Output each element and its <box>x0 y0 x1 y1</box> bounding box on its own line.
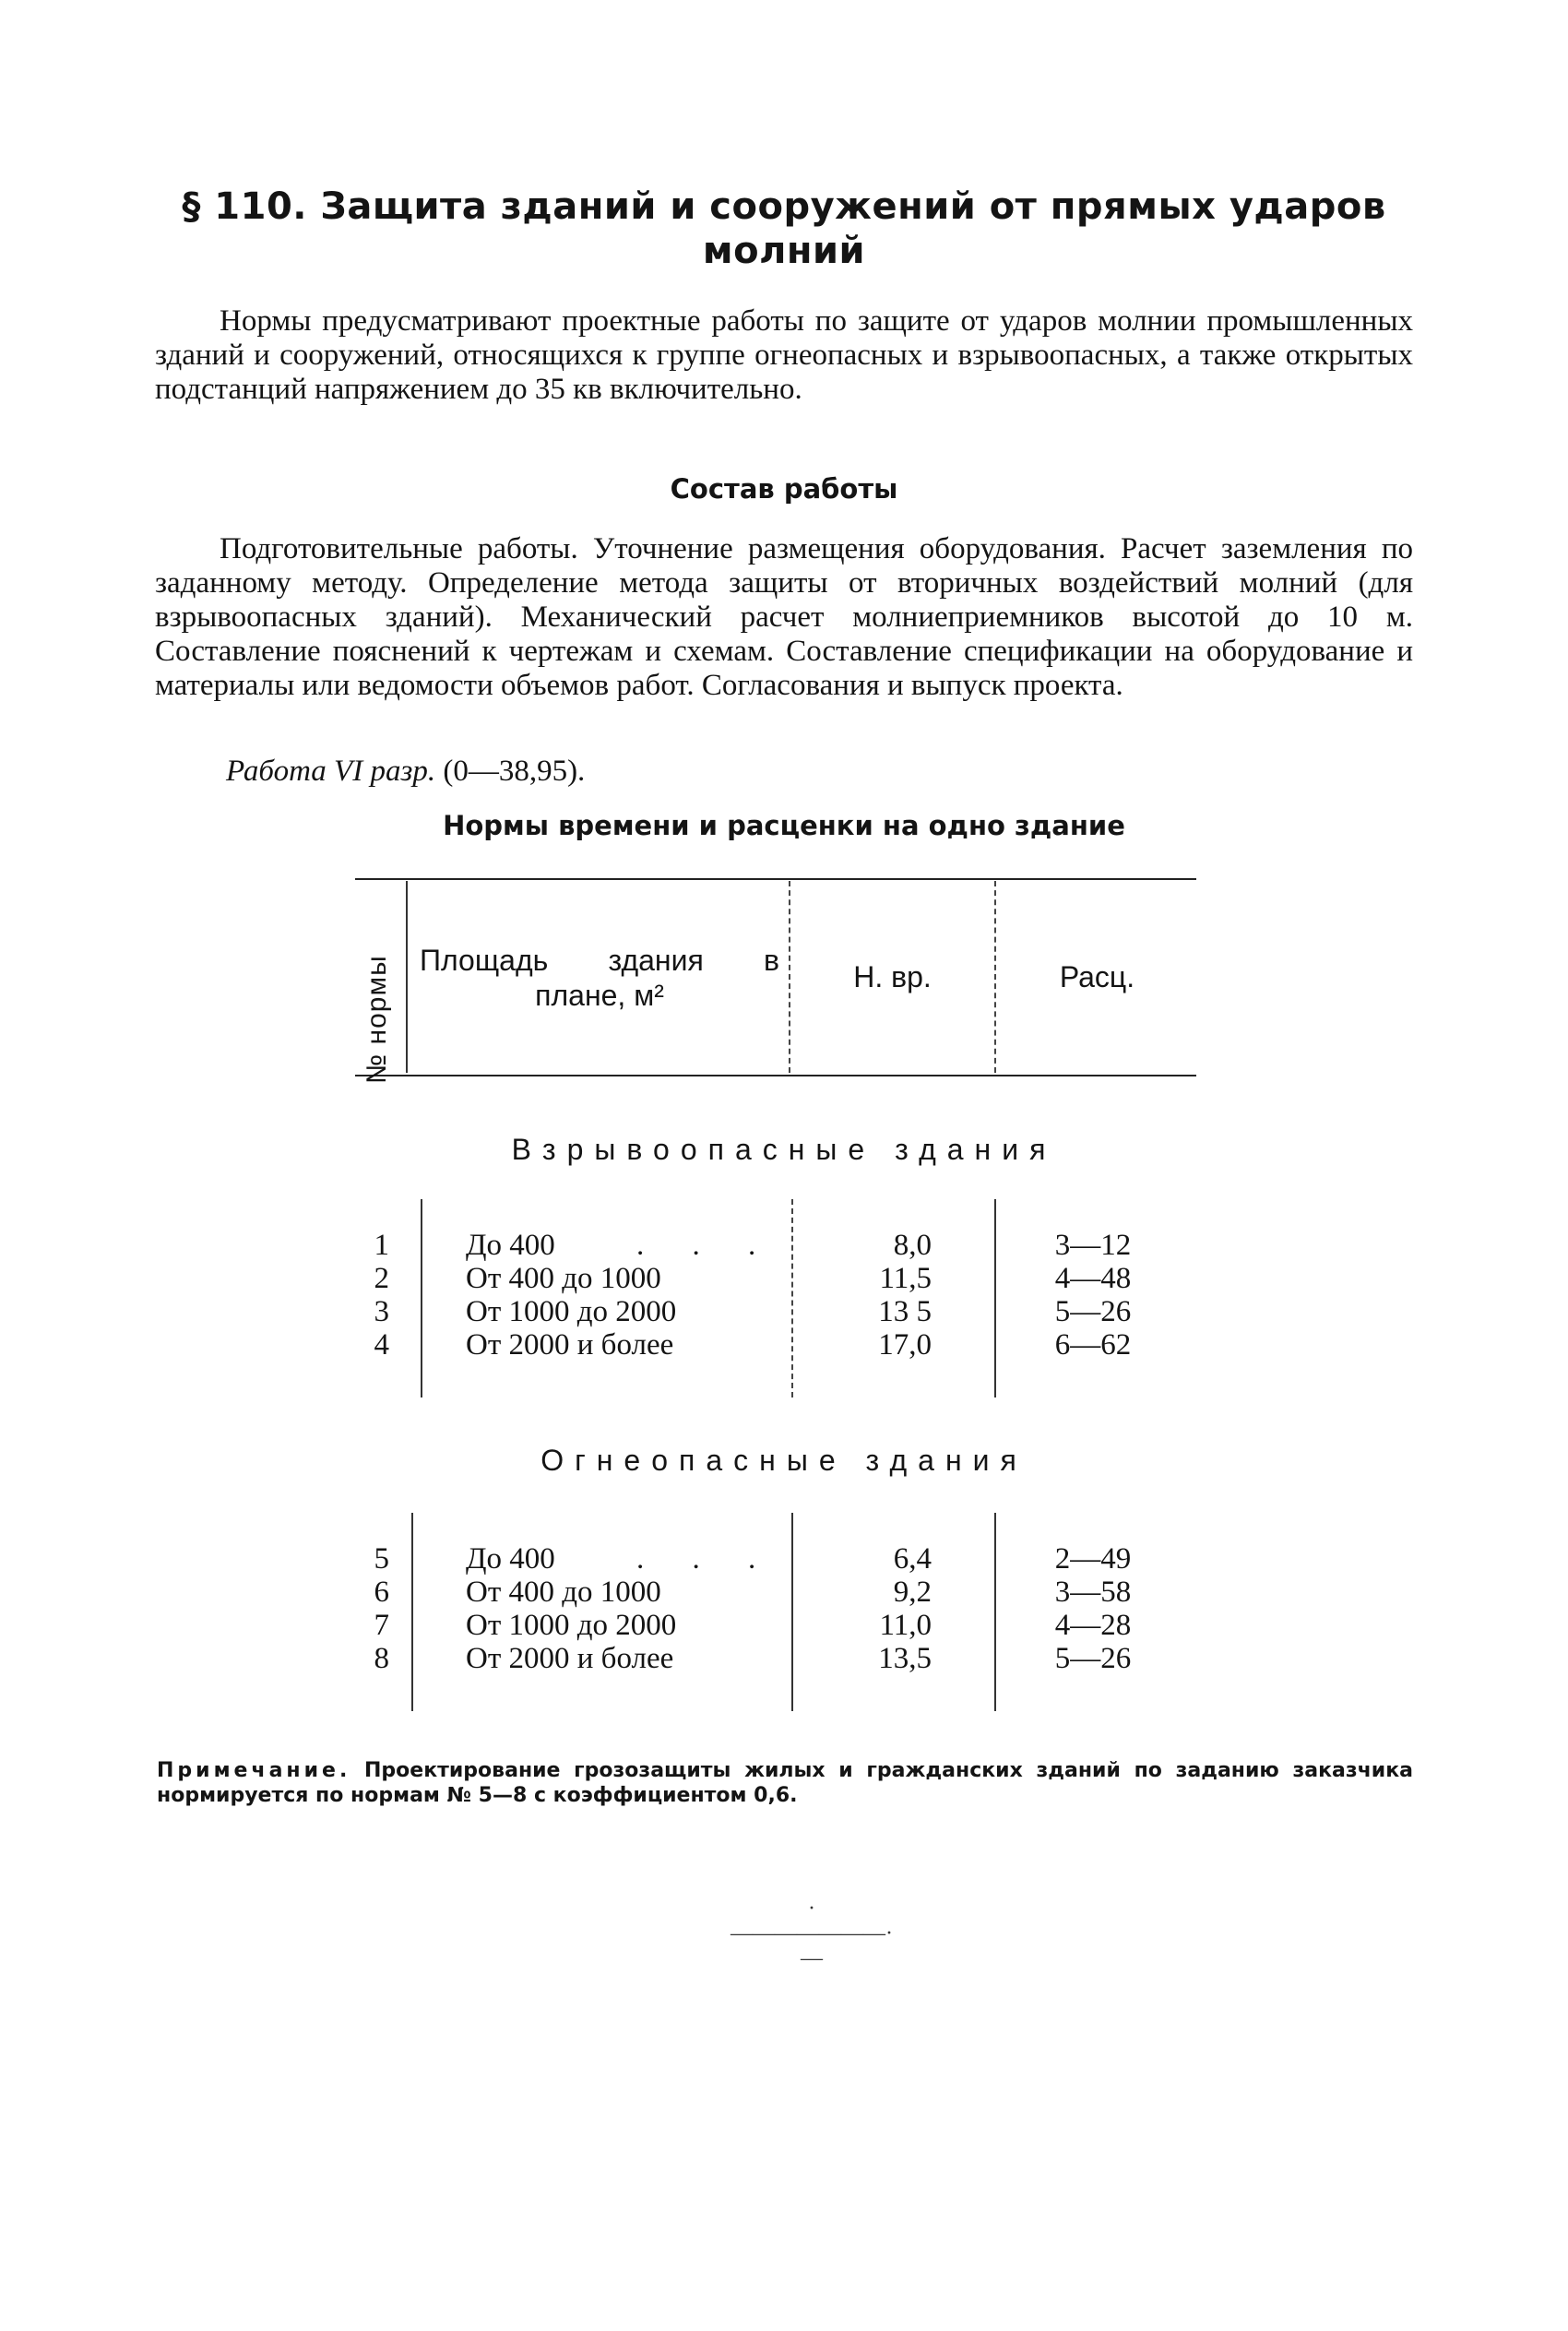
section-title-line1: § 110. Защита зданий и сооружений от прямых ударов <box>182 185 1386 228</box>
row-rate: 4—28 <box>1054 1609 1132 1642</box>
row-num: 8 <box>374 1642 389 1675</box>
header-divider-1 <box>406 881 408 1073</box>
work-paragraph: Подготовительные работы. Уточнение размещения оборудования. Расчет заземления по заданному методу. Определение метода защиты от вторичных воздействий молний (для взрывоопасных зданий). Механический расчет молниеприемников высотой до 10 м. Составление пояснений к чертежам и схемам. Составление спецификации на оборудование и материалы или ведомости объемов работ. Согласования и выпуск проекта. <box>155 532 1413 702</box>
row-area: От 2000 и более <box>466 1328 674 1362</box>
row-time: 11,5 <box>879 1262 932 1295</box>
header-area <box>420 943 779 1013</box>
row-time: 17,0 <box>878 1328 932 1362</box>
note-text: Проектирование грозозащиты жилых и гражданских зданий по заданию заказчика нормируется по нормам № 5—8 с коэффициентом 0,6. <box>157 1759 1413 1807</box>
work-heading: Состав работы <box>670 473 898 505</box>
row-rate: 2—49 <box>1054 1542 1132 1576</box>
row-num: 2 <box>374 1262 389 1295</box>
table-top-rule <box>355 878 1196 880</box>
table-header-rule <box>355 1075 1196 1076</box>
work-grade-label: Работа VI разр. <box>226 755 436 788</box>
row-num: 6 <box>374 1576 389 1609</box>
row-rate: 6—62 <box>1054 1328 1132 1362</box>
row-num: 7 <box>374 1609 389 1642</box>
header-rate: Расц. <box>1059 960 1135 993</box>
group-title-fire: Огнеопасные здания <box>540 1444 1028 1477</box>
row-area: От 1000 до 2000 <box>466 1295 677 1328</box>
g2-divider-3 <box>994 1513 996 1711</box>
row-area: До 400 <box>466 1542 555 1576</box>
row-area: От 2000 и более <box>466 1642 674 1675</box>
header-area-line1: Площадь здания в <box>420 944 779 977</box>
header-time: Н. вр. <box>853 960 932 993</box>
row-area: От 400 до 1000 <box>466 1576 661 1609</box>
header-area-line2: плане, м² <box>535 979 664 1012</box>
row-num: 5 <box>374 1542 389 1576</box>
g2-divider-1 <box>411 1513 413 1711</box>
row-area: От 1000 до 2000 <box>466 1609 677 1642</box>
row-time: 13 5 <box>878 1295 932 1328</box>
row-dots: . . . <box>636 1542 777 1576</box>
row-num: 1 <box>374 1229 389 1262</box>
work-grade-value: (0—38,95). <box>443 755 586 788</box>
table-title: Нормы времени и расценки на одно здание <box>443 810 1125 841</box>
header-divider-3 <box>994 881 996 1073</box>
row-dots: . . . <box>636 1229 777 1262</box>
header-num: № нормы <box>362 955 392 1084</box>
g1-divider-1 <box>421 1199 422 1397</box>
g1-divider-2 <box>791 1199 793 1397</box>
footer-rule: · ———————·— <box>731 1897 893 1970</box>
note-lead: Примечание. <box>157 1759 351 1782</box>
intro-paragraph: Нормы предусматривают проектные работы по защите от ударов молнии промышленных зданий и сооружений, относящихся к группе огнеопасных и взрывоопасных, а также открытых подстанций напряжением до 35 кв включительно. <box>155 304 1413 406</box>
row-time: 8,0 <box>893 1229 932 1262</box>
row-rate: 5—26 <box>1054 1642 1132 1675</box>
row-num: 3 <box>374 1295 389 1328</box>
row-rate: 5—26 <box>1054 1295 1132 1328</box>
row-time: 6,4 <box>893 1542 932 1576</box>
work-grade <box>226 755 1148 789</box>
g2-divider-2 <box>791 1513 793 1711</box>
note <box>157 1758 1413 1808</box>
row-rate: 4—48 <box>1054 1262 1132 1295</box>
row-num: 4 <box>374 1328 389 1362</box>
row-area: От 400 до 1000 <box>466 1262 661 1295</box>
section-title-line2: молний <box>702 230 866 272</box>
row-area: До 400 <box>466 1229 555 1262</box>
row-time: 11,0 <box>879 1609 932 1642</box>
row-time: 13,5 <box>878 1642 932 1675</box>
group-title-explosive: Взрывоопасные здания <box>511 1133 1057 1166</box>
row-rate: 3—58 <box>1054 1576 1132 1609</box>
g1-divider-3 <box>994 1199 996 1397</box>
header-divider-2 <box>789 881 790 1073</box>
row-time: 9,2 <box>893 1576 932 1609</box>
row-rate: 3—12 <box>1054 1229 1132 1262</box>
